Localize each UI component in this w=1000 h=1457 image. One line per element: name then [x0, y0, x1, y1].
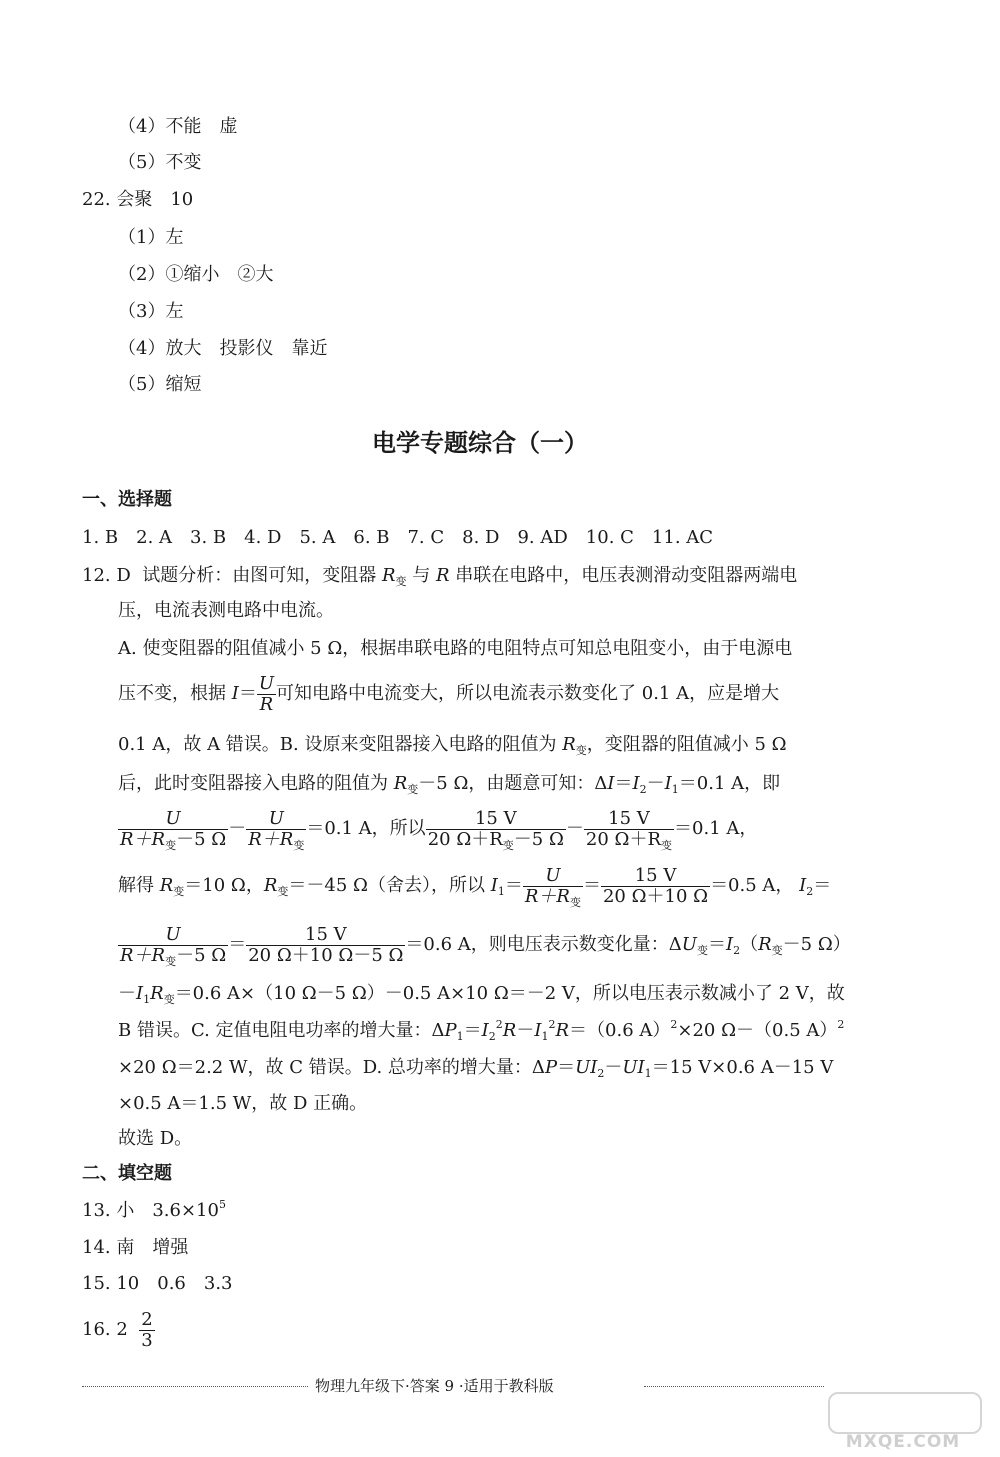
fraction: $\frac{U}{R+R_变-5 \Omega}$	[120, 807, 227, 852]
fraction: $\frac{15 V}{20 \Omega+R_变}$	[585, 807, 673, 852]
part2-heading: 二、填空题	[82, 1163, 172, 1184]
answer-line: 22. 会聚 10	[82, 189, 194, 210]
answer-line: （5）缩短	[118, 374, 202, 395]
q12-line-l5: ×20 Ω＝2.2 W，故 C 错误。D. 总功率的增大量：$\Delta P=UI_2-UI_1=15$ V×0.6 A－15 V	[118, 1057, 834, 1080]
part1-heading: 一、选择题	[82, 489, 172, 510]
watermark-logo	[828, 1392, 978, 1454]
fraction: $\frac{U}{R+R_变}$	[248, 807, 305, 852]
answer-line: （3）左	[118, 301, 184, 322]
q12-para-a-2: 压不变，根据 I＝ $\frac{U}{R}$ 可知电路中电流变大，所以电流表示数变化了 0.1 A，应是增大	[118, 672, 780, 715]
answer-line: （4）放大 投影仪 靠近	[118, 338, 328, 359]
q12-line-l3: $-I_1R_变=0.6$ A×（10 Ω－5 Ω）－0.5 A×10 Ω＝－2 V，所以电压表示数减小了 2 V，故	[118, 983, 845, 1006]
fraction: $\frac{U}{R+R_变}$	[524, 864, 581, 909]
q12-conclusion: 故选 D。	[118, 1128, 193, 1149]
choice-answers: 1. B 2. A 3. B 4. D 5. A 6. B 7. C 8. D 9. AD 10. C 11. AC	[82, 527, 714, 548]
footer-divider	[82, 1386, 308, 1387]
fraction-u-over-r: $\frac{U}{R}$	[258, 672, 275, 715]
footer-divider	[644, 1386, 824, 1387]
answer-line: 13. 小 $3.6\times 10^5$	[82, 1198, 226, 1221]
q12-line-l4: B 错误。C. 定值电阻电功率的增大量：$\Delta P_1=I_2^2R-I_1^2R=(0.6$ A）$^2$×20 Ω－（0.5 A）$^2$	[118, 1018, 845, 1043]
q12-para-a-1: A. 使变阻器的阻值减小 5 Ω，根据串联电路的电阻特点可知总电阻变小，由于电源电	[118, 638, 793, 659]
section-title: 电学专题综合（一）	[372, 429, 588, 457]
answer-line: （5）不变	[118, 152, 202, 173]
answer-line: 15. 10 0.6 3.3	[82, 1273, 233, 1294]
q12-line-2: 压，电流表测电路中电流。	[118, 600, 334, 621]
equation-line-2: $\frac{U}{R+R_变-5 \Omega}$ ＝ $\frac{15 V}{20 \Omega+10 \Omega-5 \Omega}$ ＝0.6 A，则电压表示数变化量：$\Delta U_变=I_2(R_变-5$ Ω）	[120, 923, 851, 968]
watermark-text: MXQE.COM	[845, 1432, 961, 1452]
fraction: $\frac{2}{3}$	[141, 1308, 153, 1351]
q12-line-1: 12. D 试题分析：由图可知，变阻器 $R_变$ 与 R 串联在电路中，电压表测滑动变阻器两端电	[82, 565, 798, 588]
q12-para-a-3: 0.1 A，故 A 错误。B. 设原来变阻器接入电路的阻值为 $R_变$，变阻器的阻值减小 5 Ω	[118, 734, 787, 757]
equation-line-1: $\frac{U}{R+R_变-5 \Omega}$ － $\frac{U}{R+R_变}$ ＝0.1 A，所以 $\frac{15 V}{20 \Omega+R_变-5 \Omega}$ － $\frac{15 V}{20 \Omega+R_变}$ ＝0.1 A，	[120, 807, 758, 852]
fraction: $\frac{15 V}{20 \Omega+R_变-5 \Omega}$	[427, 807, 564, 852]
fraction: $\frac{15 V}{20 \Omega+10 \Omega-5 \Omega}$	[248, 923, 404, 966]
answer-line: （2）①缩小 ②大	[118, 264, 274, 285]
answer-line: （4）不能 虚	[118, 116, 238, 137]
q12-para-a-4: 后，此时变阻器接入电路的阻值为 $R_变-5$ Ω，由题意可知：$\Delta I=I_2-I_1=0.1$ A，即	[118, 773, 781, 796]
watermark-box	[828, 1392, 982, 1434]
answer-line: （1）左	[118, 227, 184, 248]
solution-line: 解得 $R_变=10$ Ω，$R_变=-45$ Ω（舍去），所以 $I_1=$ $\frac{U}{R+R_变}$ ＝ $\frac{15 V}{20 \Omega+10 \Omega}$ ＝0.5 A， $I_2=$	[118, 864, 832, 909]
q12-line-l6: ×0.5 A＝1.5 W，故 D 正确。	[118, 1093, 368, 1114]
answer-line: 16. 2 $\frac{2}{3}$	[82, 1308, 153, 1351]
fraction: $\frac{U}{R+R_变-5 \Omega}$	[120, 923, 227, 968]
answer-line: 14. 南 增强	[82, 1237, 189, 1258]
footer-text: 物理九年级下·答案 9 ·适用于教科版	[315, 1377, 554, 1395]
fraction: $\frac{15 V}{20 \Omega+10 \Omega}$	[602, 864, 709, 907]
